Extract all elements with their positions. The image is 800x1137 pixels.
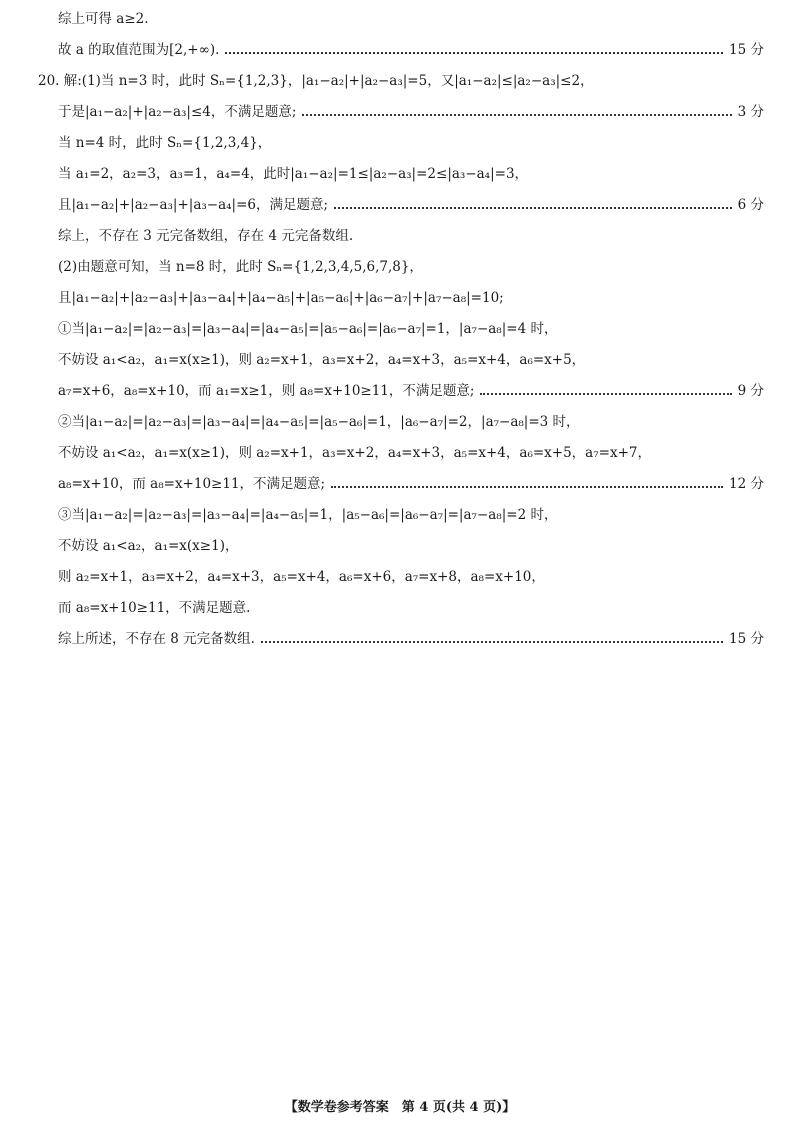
text-line: ②当|a₁−a₂|=|a₂−a₃|=|a₃−a₄|=|a₄−a₅|=|a₅−a₆|=1，|a₆−a₇|=2，|a₇−a₈|=3 时， xyxy=(58,414,580,430)
score-label: 15 分 xyxy=(729,42,764,58)
text-line: a₇=x+6，a₈=x+10，而 a₁=x≥1，则 a₈=x+10≥11，不满足题意; 9 分 xyxy=(58,379,764,403)
text-line: 综上可得 a≥2. xyxy=(58,11,149,27)
text-line: 不妨设 a₁<a₂，a₁=x(x≥1)，则 a₂=x+1，a₃=x+2，a₄=x+3，a₅=x+4，a₆=x+5， xyxy=(58,352,586,368)
text-line: 当 a₁=2，a₂=3，a₃=1，a₄=4，此时|a₁−a₂|=1≤|a₂−a₃|=2≤|a₃−a₄|=3， xyxy=(58,166,529,182)
text-line: 且|a₁−a₂|+|a₂−a₃|+|a₃−a₄|+|a₄−a₅|+|a₅−a₆|+|a₆−a₇|+|a₇−a₈|=10; xyxy=(58,290,504,306)
score-label: 6 分 xyxy=(737,197,764,213)
leader-dots xyxy=(261,639,723,643)
text-line: 综上，不存在 3 元完备数组，存在 4 元完备数组. xyxy=(58,228,354,244)
text-line: 故 a 的取值范围为[2,+∞). 15 分 xyxy=(58,38,764,62)
leader-dots xyxy=(480,391,731,395)
leader-dots xyxy=(225,50,723,54)
text-line: 且|a₁−a₂|+|a₂−a₃|+|a₃−a₄|=6，满足题意; 6 分 xyxy=(58,193,764,217)
text-line: ①当|a₁−a₂|=|a₂−a₃|=|a₃−a₄|=|a₄−a₅|=|a₅−a₆|=|a₆−a₇|=1，|a₇−a₈|=4 时， xyxy=(58,321,558,337)
score-label: 12 分 xyxy=(729,476,764,492)
text-line: (2)由题意可知，当 n=8 时，此时 Sₙ={1,2,3,4,5,6,7,8}， xyxy=(58,259,423,275)
score-label: 3 分 xyxy=(737,104,764,120)
text-line: 而 a₈=x+10≥11，不满足题意. xyxy=(58,600,251,616)
page-footer: 【数学卷参考答案 第 4 页(共 4 页)】 xyxy=(284,1100,516,1115)
score-label: 9 分 xyxy=(737,383,764,399)
leader-dots xyxy=(302,112,731,116)
leader-dots xyxy=(334,205,732,209)
text-line: 于是|a₁−a₂|+|a₂−a₃|≤4，不满足题意; 3 分 xyxy=(58,100,764,124)
text-line: 则 a₂=x+1，a₃=x+2，a₄=x+3，a₅=x+4，a₆=x+6，a₇=x+8，a₈=x+10， xyxy=(58,569,545,585)
text-line: 不妨设 a₁<a₂，a₁=x(x≥1)，则 a₂=x+1，a₃=x+2，a₄=x+3，a₅=x+4，a₆=x+5，a₇=x+7， xyxy=(58,445,651,461)
text-line: 综上所述，不存在 8 元完备数组. 15 分 xyxy=(58,627,764,651)
text-line: ③当|a₁−a₂|=|a₂−a₃|=|a₃−a₄|=|a₄−a₅|=1，|a₅−a₆|=|a₆−a₇|=|a₇−a₈|=2 时， xyxy=(58,507,558,523)
text-line: a₈=x+10，而 a₈=x+10≥11，不满足题意; 12 分 xyxy=(58,472,764,496)
score-label: 15 分 xyxy=(729,631,764,647)
text-line: 不妨设 a₁<a₂，a₁=x(x≥1)， xyxy=(58,538,239,554)
text-line: 当 n=4 时，此时 Sₙ={1,2,3,4}， xyxy=(58,135,272,151)
leader-dots xyxy=(331,484,723,488)
question-20-header: 20. 解:(1)当 n=3 时，此时 Sₙ={1,2,3}，|a₁−a₂|+|a₂−a₃|=5，又|a₁−a₂|≤|a₂−a₃|≤2， xyxy=(38,73,594,89)
